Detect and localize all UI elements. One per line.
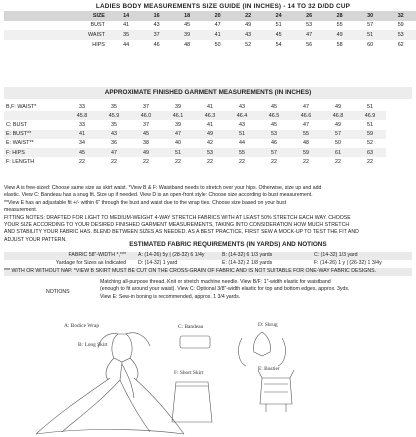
cell: 34 [79,140,85,147]
cell: 41 [207,121,213,128]
row-label: HIPS [92,41,105,48]
cell: 22 [335,158,341,165]
cell: 49 [335,103,341,110]
size-col: 26 [294,11,325,21]
cell: 33 [79,103,85,110]
view-e-label: E: Bustier [258,366,280,372]
notions-text [100,279,412,301]
cell: 22 [143,158,149,165]
cell: 55 [226,148,258,157]
notions-label: NOTIONS [46,289,70,295]
cell: 46.0 [130,111,162,120]
cell: 51 [226,130,258,139]
cell: 48 [184,41,191,48]
cell: 47 [214,22,221,29]
cell: 40 [175,140,181,147]
cell: 57 [367,22,374,29]
cell: 43 [239,121,245,128]
garment-measurements-table [4,102,386,166]
row-label: BUST [90,22,105,29]
cell: 41 [123,22,130,29]
cell: 45 [263,30,294,40]
body-measurements-table [4,11,416,49]
cell: 55 [290,130,322,139]
cell: 46.5 [258,111,290,120]
fabric-section [0,236,416,250]
cell: 35 [111,103,117,110]
cell: 59 [354,130,386,139]
cell: 37 [143,103,149,110]
cell: 46.6 [290,111,322,120]
cell: 41 [207,103,213,110]
cell: 59 [290,148,322,157]
cell: 61 [322,148,354,157]
fabric-cell: C: (14-32) 1/3 yard [314,252,358,258]
cell: 35 [111,30,142,40]
fabric-label: Yardage for Sizes as Indicated [55,260,126,266]
cell: 41 [66,130,98,139]
view-illustrations [0,322,416,437]
cell: 39 [175,103,181,110]
cell: 45.8 [66,111,98,120]
cell: 50 [335,140,341,147]
cell: 55 [336,22,343,29]
size-col: 30 [355,11,386,21]
cell: 44 [123,41,130,48]
table-row [4,120,386,129]
cell: 43 [239,103,245,110]
cell: 45.9 [98,111,130,120]
fabric-title: ESTIMATED FABRIC REQUIREMENTS (IN YARDS) AND NOTIONS [129,241,327,248]
fabric-label: FABRIC 58"-WIDTH *,*** [68,252,126,258]
cell: 47 [162,130,194,139]
cell: 46.8 [322,111,354,120]
cell: 46 [271,140,277,147]
cell: 53 [385,30,416,40]
fabric-note: *** WITH OR WITHOUT NAP. *VIEW B SKIRT MUST BE CUT ON THE CROSS-GRAIN OF FABRIC AND IS NOT SUITABLE FOR ONE-WAY FABRIC DESIGNS. [4,268,377,274]
fabric-cell: E: (14-32) 2 1/8 yards [222,260,273,266]
note-line: ADJUST YOUR PATTERN. [4,236,67,243]
garment-title: APPROXIMATE FINISHED GARMENT MEASUREMENTS (IN INCHES) [4,87,412,99]
cell: 22 [367,158,373,165]
cell: 35 [111,121,117,128]
cell: 45 [130,130,162,139]
garment-measurements-section [0,87,416,166]
cell: 45 [184,22,191,29]
cell: 39 [172,30,203,40]
table-row [4,130,386,139]
size-header-label: SIZE [4,11,111,21]
cell: 60 [367,41,374,48]
size-col: 28 [324,11,355,21]
fabric-cell: A: (14-26) 5y | (28-32) 6 1/4y [138,252,205,258]
cell: 49 [324,30,355,40]
cell: 51 [275,22,282,29]
cell: 47 [303,121,309,128]
cell: 36 [111,140,117,147]
cell: 53 [194,148,226,157]
size-guide-title: LADIES BODY MEASUREMENTS SIZE GUIDE (IN INCHES) - 14 TO 32 D/DD CUP [95,3,351,10]
row-label: F: HIPS [4,148,66,157]
cell: 46.4 [226,111,258,120]
row-label: E: BUST** [4,130,66,139]
cell: 52 [245,41,252,48]
table-row [4,30,416,40]
fabric-cell: F: (14-26) 1 y | (26-32) 1 3/4y [314,260,382,266]
notions-line: View E: Sew-in boning is recommended, approx. 1 3/4 yards. [100,293,241,300]
cell: 53 [258,130,290,139]
short-skirt-illustration [172,382,212,422]
cell: 50 [214,41,221,48]
cell: 45 [271,121,277,128]
cell: 46.3 [194,111,226,120]
bustier-illustration [260,378,292,404]
cell: 22 [239,158,245,165]
cell: 57 [322,130,354,139]
table-row [4,21,416,31]
cell: 43 [153,22,160,29]
fabric-cell: D: (14-32) 1 yard [138,260,178,266]
cell: 44 [239,140,245,147]
cell: 53 [306,22,313,29]
cell: 58 [336,41,343,48]
shrug-illustration [253,332,270,356]
cell: 45 [66,148,98,157]
cell: 54 [275,41,282,48]
size-col: 24 [263,11,294,21]
table-row [4,40,416,50]
cell: 49 [194,130,226,139]
garment-drawings [0,322,416,437]
row-label: B,F: WAIST* [6,103,37,110]
body-measurements-section [0,2,416,49]
cell: 62 [397,41,404,48]
cell: 46.9 [354,111,386,120]
note-line: View A is free-sized: Choose same size as skirt waist. *View B & F: Waistband needs to stretch over your hips. Otherwise, size up and add [4,185,322,191]
table-row [4,157,386,166]
cell: 46 [153,41,160,48]
cell: 51 [355,30,386,40]
cell: 51 [162,148,194,157]
cell: 47 [294,30,325,40]
cell: 22 [207,158,213,165]
bandeau-illustration [180,336,210,348]
cell: 52 [367,140,373,147]
note-line: YOUR SIZE ACCORDING TO YOUR DESIRED FINISHED GARMENT MEASUREMENTS, TAKING INTO CONSIDERATION HOW MUCH STRETCH [4,222,350,229]
fabric-row [4,260,412,268]
notions-line: Matching all-purpose thread. Knit or stretch machine needle. View B/F: 1"-width elastic for waistband [100,279,331,285]
cell: 37 [141,30,172,40]
cell: 33 [79,121,85,128]
row-label: C: BUST [6,121,28,128]
cell: 43 [98,130,130,139]
row-label: E: WAIST** [6,140,34,147]
cell: 47 [98,148,130,157]
view-f-label: F: Short Skirt [174,370,204,376]
size-col: 20 [202,11,233,21]
note-line: FITTING NOTES: DRAFTED FOR LIGHT TO MEDIUM-WEIGHT 4-WAY STRETCH FABRICS WITH AT LEAST 50% STRETCH EACH WAY. CHOOSE [4,214,351,221]
cell: 22 [271,158,277,165]
size-col: 32 [385,11,416,21]
view-d-label: D: Shrug [258,322,278,328]
cell: 22 [79,158,85,165]
cell: 57 [258,148,290,157]
row-label: F: LENGTH [6,158,35,165]
notions-line: (enough to fit around your waist). View C: Optional 3/8"-width elastic for top and bottom edges, approx. 3yds. [100,286,350,293]
cell: 49 [335,121,341,128]
cell: 38 [143,140,149,147]
view-a-label: A: Bodice Wrap [64,323,100,329]
size-col: 14 [111,11,142,21]
note-line: measurement. [4,207,38,214]
size-header-row [4,11,416,21]
cell: 39 [175,121,181,128]
table-row [4,139,386,148]
cell: 45 [271,103,277,110]
cell: 59 [397,22,404,29]
gown-illustration [36,333,184,434]
row-label [4,111,66,120]
view-c-label: C: Bandeau [178,324,204,330]
size-col: 16 [141,11,172,21]
note-line: **View E has an adjustable fit +/- within 6" through the bust and waist due to the wrap ties. Choose size based on your bust [4,199,287,206]
cell: 51 [367,121,373,128]
cell: 63 [354,148,386,157]
cell: 37 [143,121,149,128]
cell: 41 [202,30,233,40]
cell: 22 [111,158,117,165]
cell: 43 [233,30,264,40]
size-col: 18 [172,11,203,21]
cell: 49 [245,22,252,29]
cell: 49 [130,148,162,157]
table-row [4,148,386,157]
fabric-note-row [4,268,412,276]
cell: 42 [207,140,213,147]
cell: 22 [175,158,181,165]
fabric-cell: B: (14-32) 6 1/3 yards [222,252,273,258]
cell: 47 [303,103,309,110]
fabric-table [4,252,412,276]
cell: 51 [367,103,373,110]
fabric-row [4,252,412,260]
note-line: elastic. View C: Bandeau has a snug fit. Size up if needed. View D is an open-front style: Choose size according to bust measurement. [4,192,313,199]
cell: 22 [303,158,309,165]
size-col: 22 [233,11,264,21]
cell: 56 [306,41,313,48]
cell: 46.1 [162,111,194,120]
cell: 48 [303,140,309,147]
note-line: AND STABILITY YOUR FABRIC HAS. BLEND BETWEEN SIZES AS NEEDED. AS A BEST PRACTICE, FIRST SEW A MOCK-UP TO TEST THE FIT AND [4,229,359,236]
view-b-label: B: Long Skirt [78,342,108,348]
table-row [4,102,386,111]
table-row [4,111,386,120]
row-label: WAIST [4,30,111,40]
